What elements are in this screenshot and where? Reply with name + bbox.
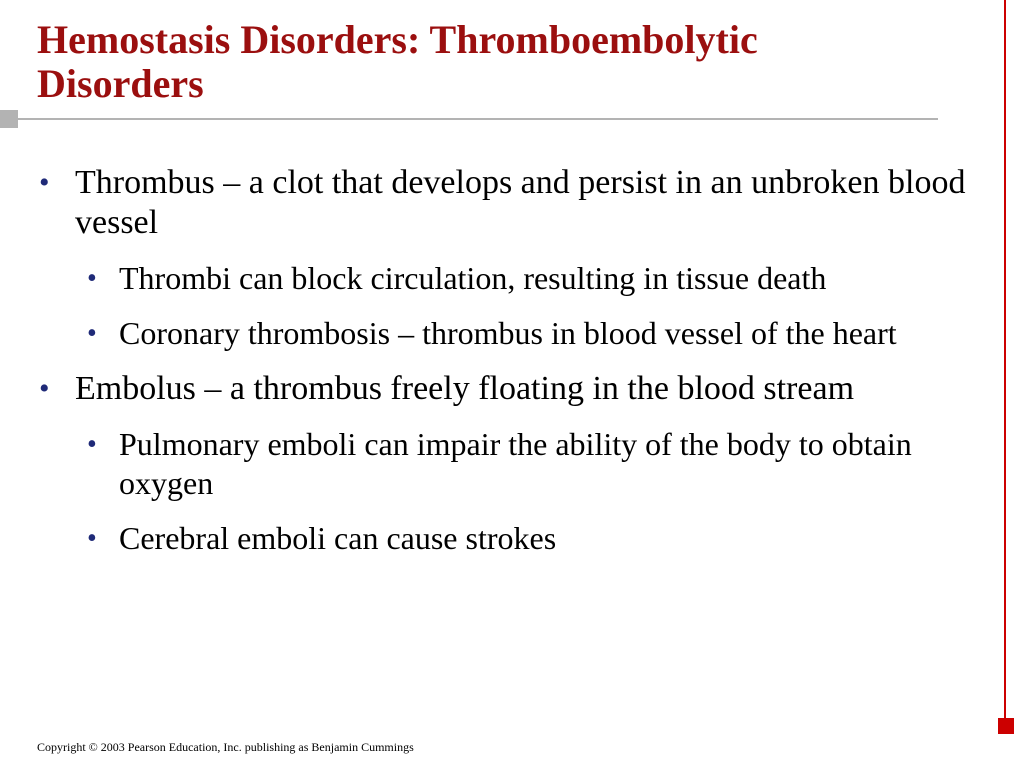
sub-bullet-text: Coronary thrombosis – thrombus in blood vessel of the heart: [119, 315, 897, 351]
bullet-dot-icon: •: [39, 166, 50, 199]
bullet-text: Thrombus – a clot that develops and persist in an unbroken blood vessel: [75, 164, 966, 241]
sub-bullet-cerebral-emboli: [83, 519, 967, 558]
sub-bullet-coronary-thrombosis: [83, 314, 967, 353]
bullet-dot-icon: •: [87, 318, 97, 349]
copyright-footer: Copyright © 2003 Pearson Education, Inc. publishing as Benjamin Cummings: [37, 740, 414, 754]
title-line-1: Hemostasis Disorders: Thromboembolytic: [37, 17, 758, 62]
title-divider: [18, 118, 938, 120]
red-square-decoration: [998, 718, 1014, 734]
bullet-list: [37, 163, 967, 574]
bullet-dot-icon: •: [39, 372, 50, 405]
sub-bullet-text: Cerebral emboli can cause strokes: [119, 520, 557, 556]
sub-bullet-text: Pulmonary emboli can impair the ability of the body to obtain oxygen: [119, 426, 912, 501]
bullet-thrombus: [37, 163, 967, 243]
bullet-dot-icon: •: [87, 429, 97, 460]
slide-title: [37, 18, 917, 106]
bullet-embolus: [37, 369, 967, 409]
bullet-text: Embolus – a thrombus freely floating in the blood stream: [75, 370, 855, 407]
bullet-dot-icon: •: [87, 523, 97, 554]
sub-bullet-thrombi-block: [83, 259, 967, 298]
divider-square-decoration: [0, 110, 18, 128]
vertical-red-rule: [1004, 0, 1006, 718]
sub-bullet-text: Thrombi can block circulation, resulting in tissue death: [119, 260, 827, 296]
bullet-dot-icon: •: [87, 263, 97, 294]
title-line-2: Disorders: [37, 61, 204, 106]
sub-bullet-pulmonary-emboli: [83, 425, 967, 503]
